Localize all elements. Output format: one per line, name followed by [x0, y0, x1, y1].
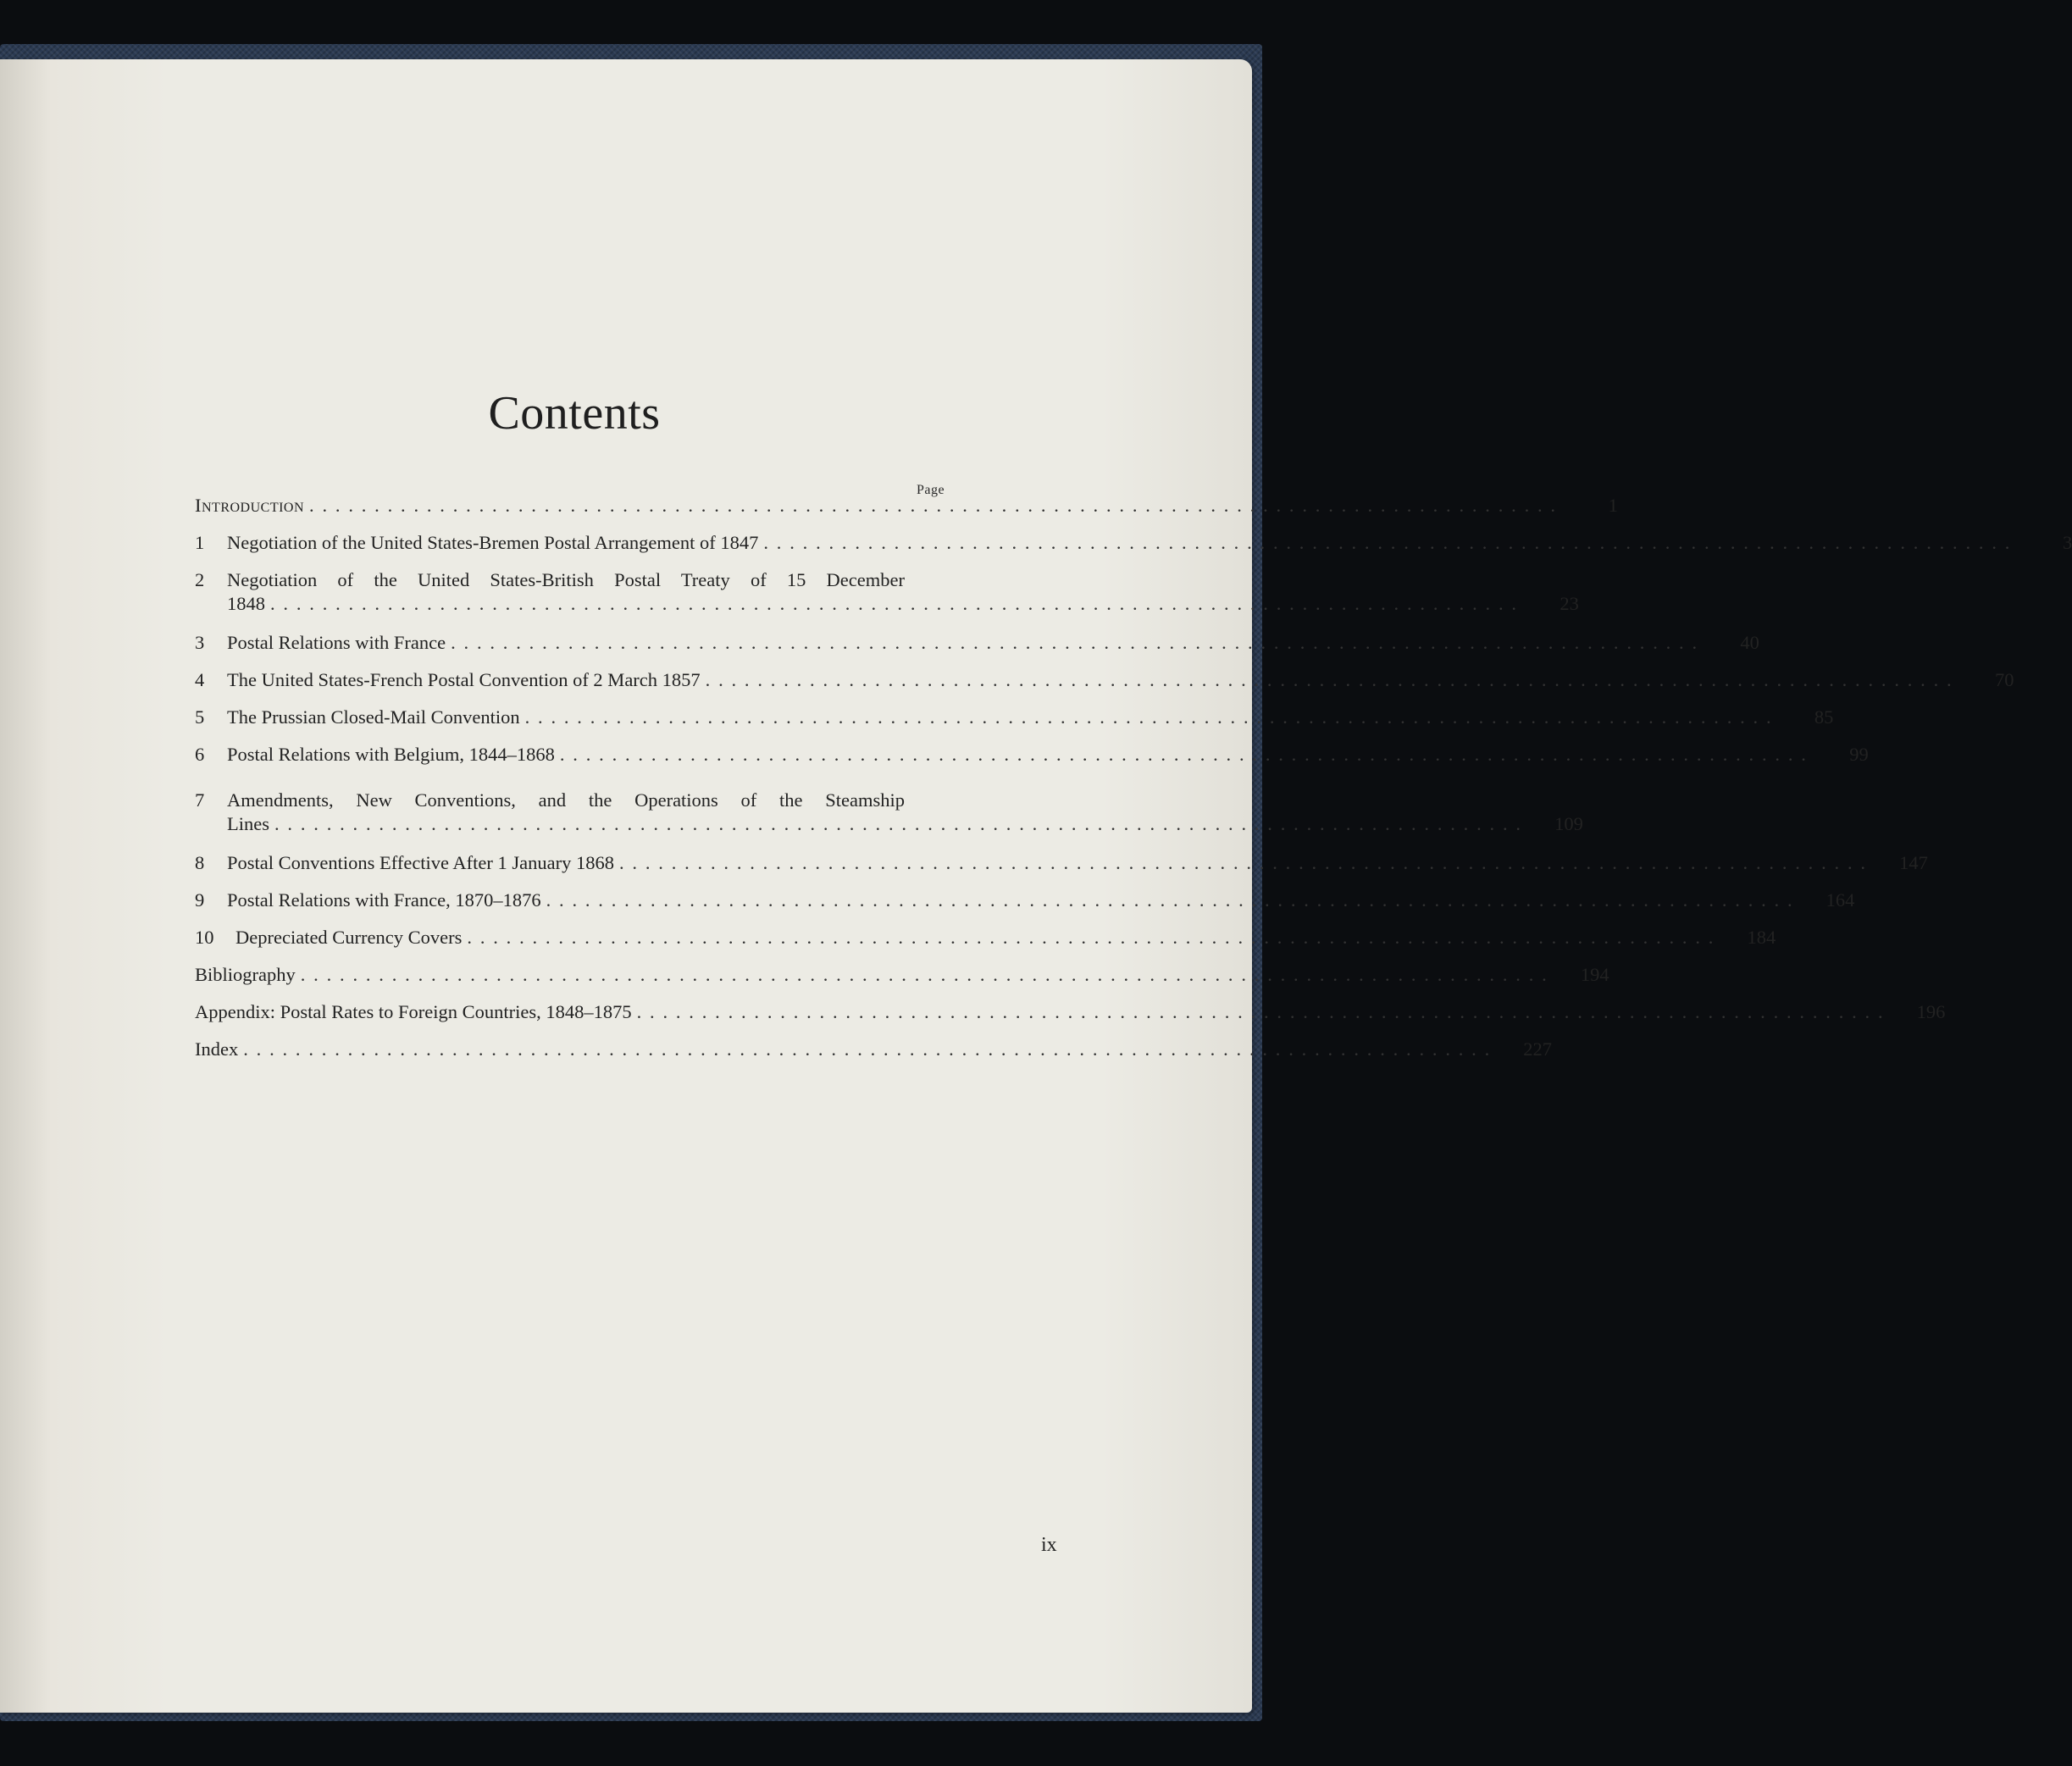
toc-entry-title: The United States-French Postal Convention of 2 March 1857 — [227, 669, 701, 690]
toc-entry-appendix[interactable] — [195, 1000, 1946, 1024]
toc-entry-page: 99 — [1849, 744, 1869, 765]
toc-entry-title: Postal Relations with France, 1870–1876 — [227, 889, 541, 911]
toc-entry-number: 9 — [195, 889, 205, 911]
leader-dots: ................................................................................................ — [524, 706, 1780, 728]
toc-entry-page: 147 — [1899, 852, 1928, 873]
toc-entry-number: 3 — [195, 632, 205, 653]
toc-entry-title-line1: Negotiation of the United States-British Postal Treaty of 15 December — [227, 569, 905, 590]
toc-entry-title: Appendix: Postal Rates to Foreign Countries, 1848–1875 — [195, 1001, 632, 1022]
toc-entry-page: 196 — [1916, 1001, 1946, 1022]
toc-entry-page: 194 — [1580, 964, 1609, 985]
toc-entry-number: 10 — [195, 927, 214, 948]
toc-entry-page: 227 — [1523, 1038, 1553, 1060]
leader-dots: ................................................................................................ — [451, 632, 1705, 653]
toc-entry-chapter-9[interactable] — [195, 889, 1855, 912]
toc-entry-page: 164 — [1825, 889, 1855, 911]
toc-entry-number: 1 — [195, 532, 205, 553]
toc-entry-page: 85 — [1814, 706, 1834, 728]
toc-entry-page: 3 — [2062, 532, 2072, 553]
table-of-contents — [0, 59, 2072, 1076]
toc-entry-title-line1: Amendments, New Conventions, and the Operations of the Steamship — [227, 789, 905, 811]
toc-entry-chapter-6[interactable] — [195, 743, 1869, 767]
toc-entry-page: 184 — [1747, 927, 1776, 948]
toc-entry-title: The Prussian Closed-Mail Convention — [227, 706, 520, 728]
toc-entry-chapter-4[interactable] — [195, 668, 2014, 692]
leader-dots: ................................................................................................ — [546, 889, 1801, 911]
toc-entry-chapter-3[interactable] — [195, 631, 1759, 655]
page-title: Contents — [488, 387, 661, 440]
toc-entry-page: 1 — [1608, 495, 1618, 516]
toc-entry-page: 70 — [1994, 669, 2014, 690]
toc-entry-title: Introduction — [195, 495, 305, 516]
toc-entry-chapter-8[interactable] — [195, 851, 1928, 875]
toc-entry-number: 4 — [195, 669, 205, 690]
leader-dots: ................................................................................................ — [619, 852, 1874, 873]
toc-entry-title: Lines — [227, 813, 269, 834]
toc-entry-chapter-10[interactable] — [195, 926, 1776, 949]
toc-entry-number: 6 — [195, 744, 205, 765]
toc-entry-introduction[interactable] — [195, 494, 1618, 518]
leader-dots: ................................................................................................ — [467, 927, 1722, 948]
leader-dots: ................................................................................................ — [309, 495, 1564, 516]
leader-dots: ................................................................................................ — [243, 1038, 1499, 1060]
leader-dots: ................................................................................................ — [270, 593, 1525, 614]
toc-entry-bibliography[interactable] — [195, 963, 1609, 987]
toc-entry-title: Postal Conventions Effective After 1 January 1868 — [227, 852, 614, 873]
toc-entry-title: Postal Relations with Belgium, 1844–1868 — [227, 744, 555, 765]
toc-entry-page: 40 — [1740, 632, 1759, 653]
toc-entry-chapter-1[interactable] — [195, 531, 2072, 555]
page-column-header: Page — [917, 483, 945, 497]
toc-entry-number: 2 — [195, 569, 205, 590]
toc-entry-page: 23 — [1560, 593, 1579, 614]
leader-dots: ................................................................................................ — [705, 669, 1960, 690]
book-page — [0, 59, 2072, 1713]
toc-entry-chapter-2[interactable] — [195, 568, 1579, 616]
leader-dots: ................................................................................................ — [274, 813, 1529, 834]
page-number: ix — [1041, 1534, 1057, 1556]
leader-dots: ................................................................................................ — [636, 1001, 1892, 1022]
toc-entry-chapter-5[interactable] — [195, 706, 1834, 729]
toc-entry-title: Index — [195, 1038, 239, 1060]
toc-entry-title: Negotiation of the United States-Bremen Postal Arrangement of 1847 — [227, 532, 759, 553]
leader-dots: ................................................................................................ — [559, 744, 1814, 765]
toc-entry-title: Bibliography — [195, 964, 296, 985]
toc-entry-page: 109 — [1554, 813, 1583, 834]
toc-entry-index[interactable] — [195, 1038, 1553, 1061]
toc-entry-title: 1848 — [227, 593, 265, 614]
toc-entry-number: 5 — [195, 706, 205, 728]
toc-entry-chapter-7[interactable] — [195, 789, 1583, 836]
toc-entry-number: 8 — [195, 852, 205, 873]
leader-dots: ................................................................................................ — [763, 532, 2019, 553]
toc-entry-title: Depreciated Currency Covers — [235, 927, 463, 948]
leader-dots: ................................................................................................ — [300, 964, 1555, 985]
toc-entry-number: 7 — [195, 789, 205, 811]
toc-entry-title: Postal Relations with France — [227, 632, 446, 653]
